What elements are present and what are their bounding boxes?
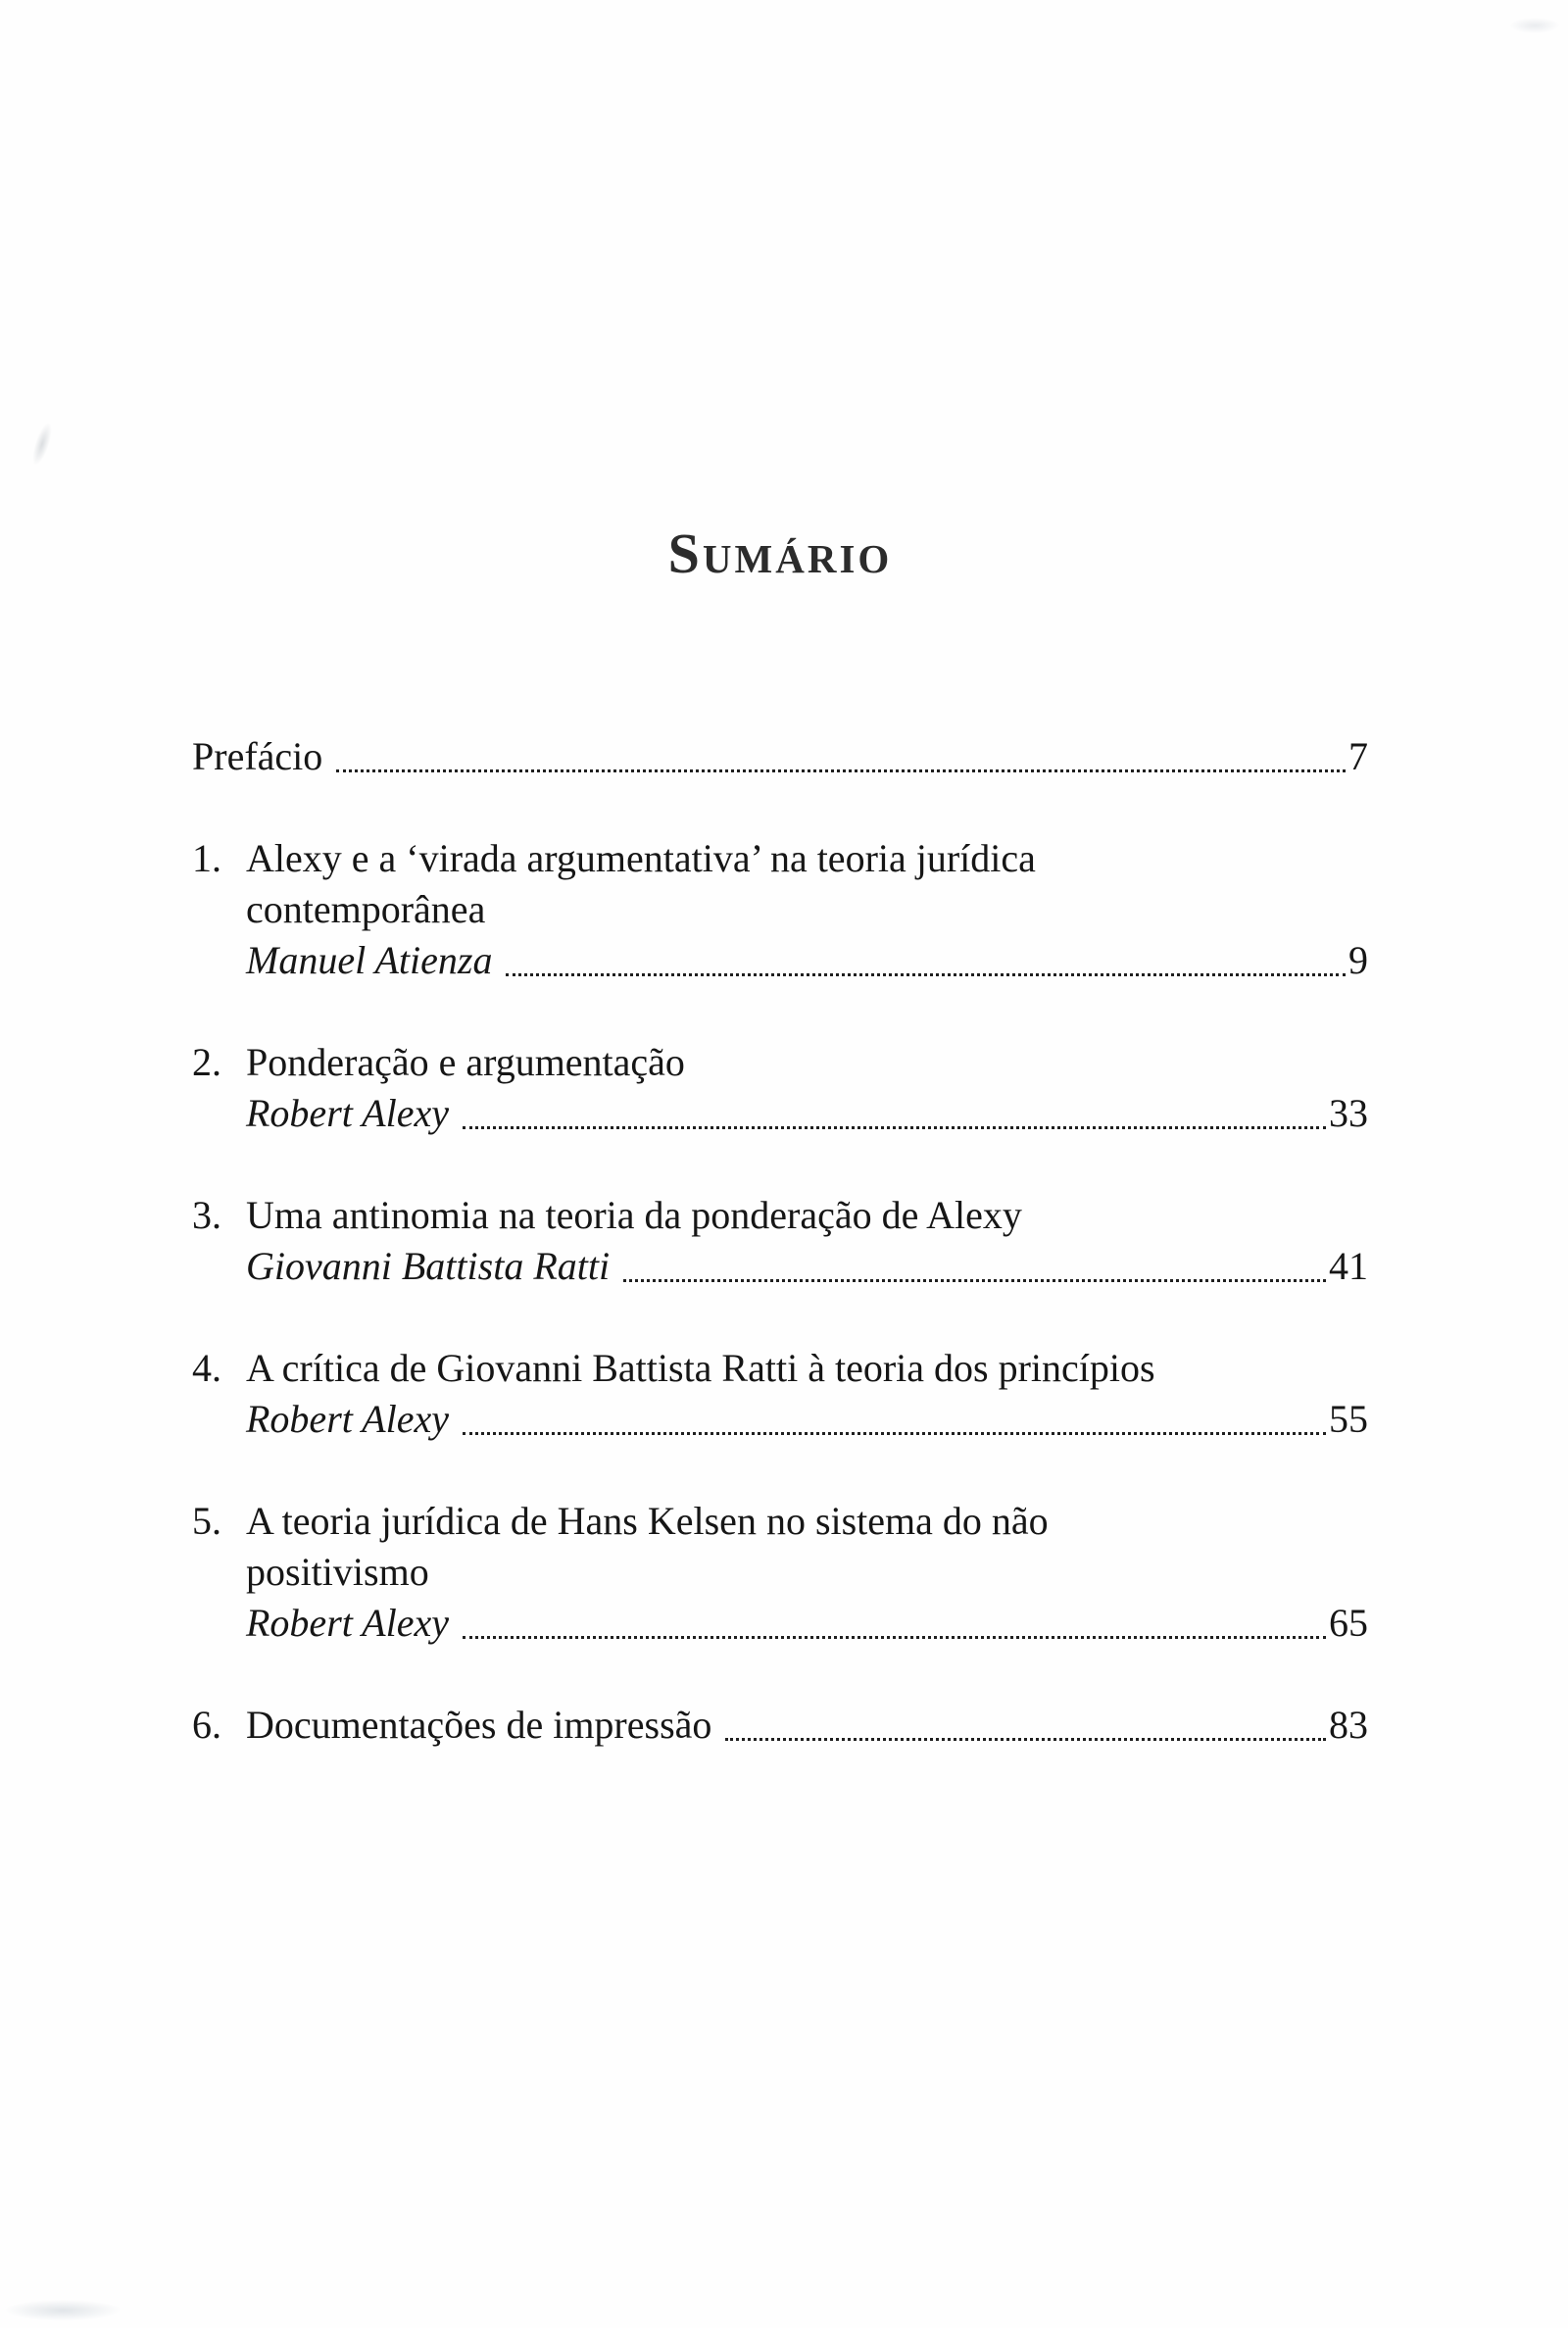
toc-line — [192, 1394, 1368, 1445]
scan-artifact — [1509, 18, 1560, 33]
entry-author: Giovanni Battista Ratti — [246, 1244, 611, 1288]
entry-number: 5. — [192, 1499, 221, 1543]
dot-leader — [725, 1738, 1326, 1741]
scan-artifact — [28, 421, 56, 468]
entry-author: Robert Alexy — [246, 1397, 449, 1441]
entry-title: A teoria jurídica de Hans Kelsen no sistema do não — [246, 1499, 1049, 1543]
entry-title: Prefácio — [192, 734, 323, 778]
toc-line — [192, 1343, 1368, 1394]
dot-leader — [336, 769, 1346, 772]
entry-number: 3. — [192, 1193, 221, 1237]
toc-line — [192, 1190, 1368, 1241]
toc-line — [192, 1496, 1368, 1547]
page-number: 9 — [1348, 938, 1368, 982]
toc-entry-2 — [192, 1037, 1368, 1139]
toc-entry-3 — [192, 1190, 1368, 1292]
toc-line — [192, 731, 1368, 782]
toc-line — [192, 935, 1368, 986]
toc-entry-6 — [192, 1700, 1368, 1751]
page-number: 7 — [1348, 734, 1368, 778]
entry-title: Alexy e a ‘virada argumentativa’ na teoria jurídica — [246, 836, 1036, 880]
entry-author: Manuel Atienza — [246, 938, 493, 982]
entry-author: Robert Alexy — [246, 1091, 449, 1135]
toc-line — [192, 1088, 1368, 1139]
dot-leader — [463, 1636, 1326, 1639]
toc-line — [192, 833, 1368, 884]
toc-entry-1 — [192, 833, 1368, 986]
entry-title-continued: positivismo — [246, 1550, 429, 1594]
toc-line — [192, 1547, 1368, 1598]
page-title: Sumário — [667, 521, 893, 585]
entry-number: 2. — [192, 1040, 221, 1084]
entry-title: A crítica de Giovanni Battista Ratti à teoria dos princípios — [246, 1346, 1155, 1390]
toc-line — [192, 1241, 1368, 1292]
dot-leader — [463, 1432, 1326, 1435]
entry-number: 1. — [192, 836, 221, 880]
page-number: 55 — [1329, 1397, 1368, 1441]
toc-line — [192, 1700, 1368, 1751]
toc — [192, 731, 1368, 1751]
page-number: 41 — [1329, 1244, 1368, 1288]
entry-title: Ponderação e argumentação — [246, 1040, 685, 1084]
toc-line — [192, 1037, 1368, 1088]
dot-leader — [506, 973, 1346, 976]
entry-number: 4. — [192, 1346, 221, 1390]
toc-entry-prefacio — [192, 731, 1368, 782]
page-number: 83 — [1329, 1703, 1368, 1747]
toc-line — [192, 1598, 1368, 1649]
entry-number: 6. — [192, 1703, 221, 1747]
entry-title-continued: contemporânea — [246, 887, 486, 931]
toc-entry-5 — [192, 1496, 1368, 1649]
page-number: 65 — [1329, 1601, 1368, 1645]
page-content — [192, 521, 1368, 1802]
toc-line — [192, 884, 1368, 935]
entry-title: Uma antinomia na teoria da ponderação de Alexy — [246, 1193, 1022, 1237]
dot-leader — [463, 1126, 1326, 1129]
entry-title: Documentações de impressão — [246, 1703, 712, 1747]
dot-leader — [623, 1279, 1326, 1282]
page-number: 33 — [1329, 1091, 1368, 1135]
toc-entry-4 — [192, 1343, 1368, 1445]
entry-author: Robert Alexy — [246, 1601, 449, 1645]
scan-artifact — [4, 2300, 122, 2321]
